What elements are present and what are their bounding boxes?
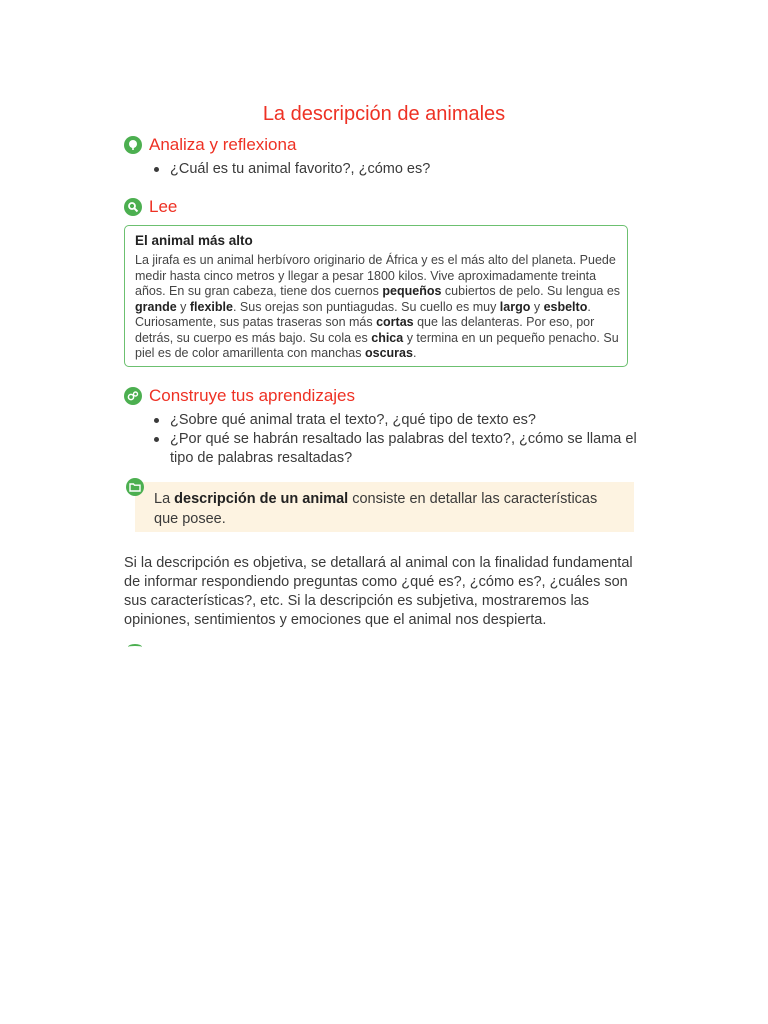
bullet-list-analiza — [150, 160, 640, 179]
reading-text: La jirafa es un animal herbívoro originario de África y es el más alto del planeta. Puede medir hasta cinco metros y llegar a pesar 1800 kilos. Vive aproximadamente treinta años. En su gran cabeza, tiene dos cuernos pequeños cubiertos de pelo. Su lengua es grande y flexible. Sus orejas son puntiagudas. Su cuello es muy largo y esbelto. Curiosamente, sus patas traseras son más cortas que las delanteras. Por eso, por detrás, su cuerpo es más bajo. Su cola es chica y termina en un pequeño penacho. Su piel es de color amarillenta con manchas oscuras. — [135, 253, 621, 360]
section-title-lee: Lee — [149, 197, 178, 216]
section-header-analiza — [124, 133, 296, 157]
list-item: ¿Sobre qué animal trata el texto?, ¿qué tipo de texto es? — [150, 411, 640, 430]
highlighted-word: oscuras — [364, 346, 413, 360]
section-header-construye — [124, 384, 355, 408]
highlighted-word: flexible — [189, 299, 233, 314]
highlighted-word: chica — [371, 330, 404, 345]
highlighted-word: grande — [135, 299, 177, 314]
partial-icon — [128, 644, 142, 650]
tree-icon — [124, 136, 142, 154]
bullet-list-construye — [150, 411, 640, 468]
folder-icon — [126, 478, 144, 496]
highlighted-word: cortas — [376, 315, 414, 329]
reading-title: El animal más alto — [135, 233, 253, 248]
gears-icon — [124, 387, 142, 405]
list-item: ¿Cuál es tu animal favorito?, ¿cómo es? — [150, 160, 640, 179]
magnifier-icon — [124, 198, 142, 216]
highlighted-word: esbelto — [543, 299, 588, 314]
definition-box: La descripción de un animal consiste en detallar las características que posee. — [135, 482, 634, 532]
definition-term: descripción de un animal — [174, 491, 349, 507]
section-header-lee — [124, 195, 177, 219]
explanation-paragraph: Si la descripción es objetiva, se detallará al animal con la finalidad fundamental de informar respondiendo preguntas como ¿qué es?, ¿cómo es?, ¿cuáles son sus características?, etc. Si la descripción es subjetiva, mostraremos las opiniones, sentimientos y emociones que el animal nos despierta. — [124, 555, 633, 628]
reading-box — [124, 225, 628, 367]
section-title-analiza: Analiza y reflexiona — [149, 135, 297, 154]
highlighted-word: pequeños — [382, 284, 442, 298]
section-title-construye: Construye tus aprendizajes — [149, 386, 356, 405]
list-item: ¿Por qué se habrán resaltado las palabras del texto?, ¿cómo se llama el tipo de palabras resaltadas? — [150, 430, 640, 468]
highlighted-word: largo — [499, 299, 531, 314]
page-title: La descripción de animales — [262, 103, 506, 126]
